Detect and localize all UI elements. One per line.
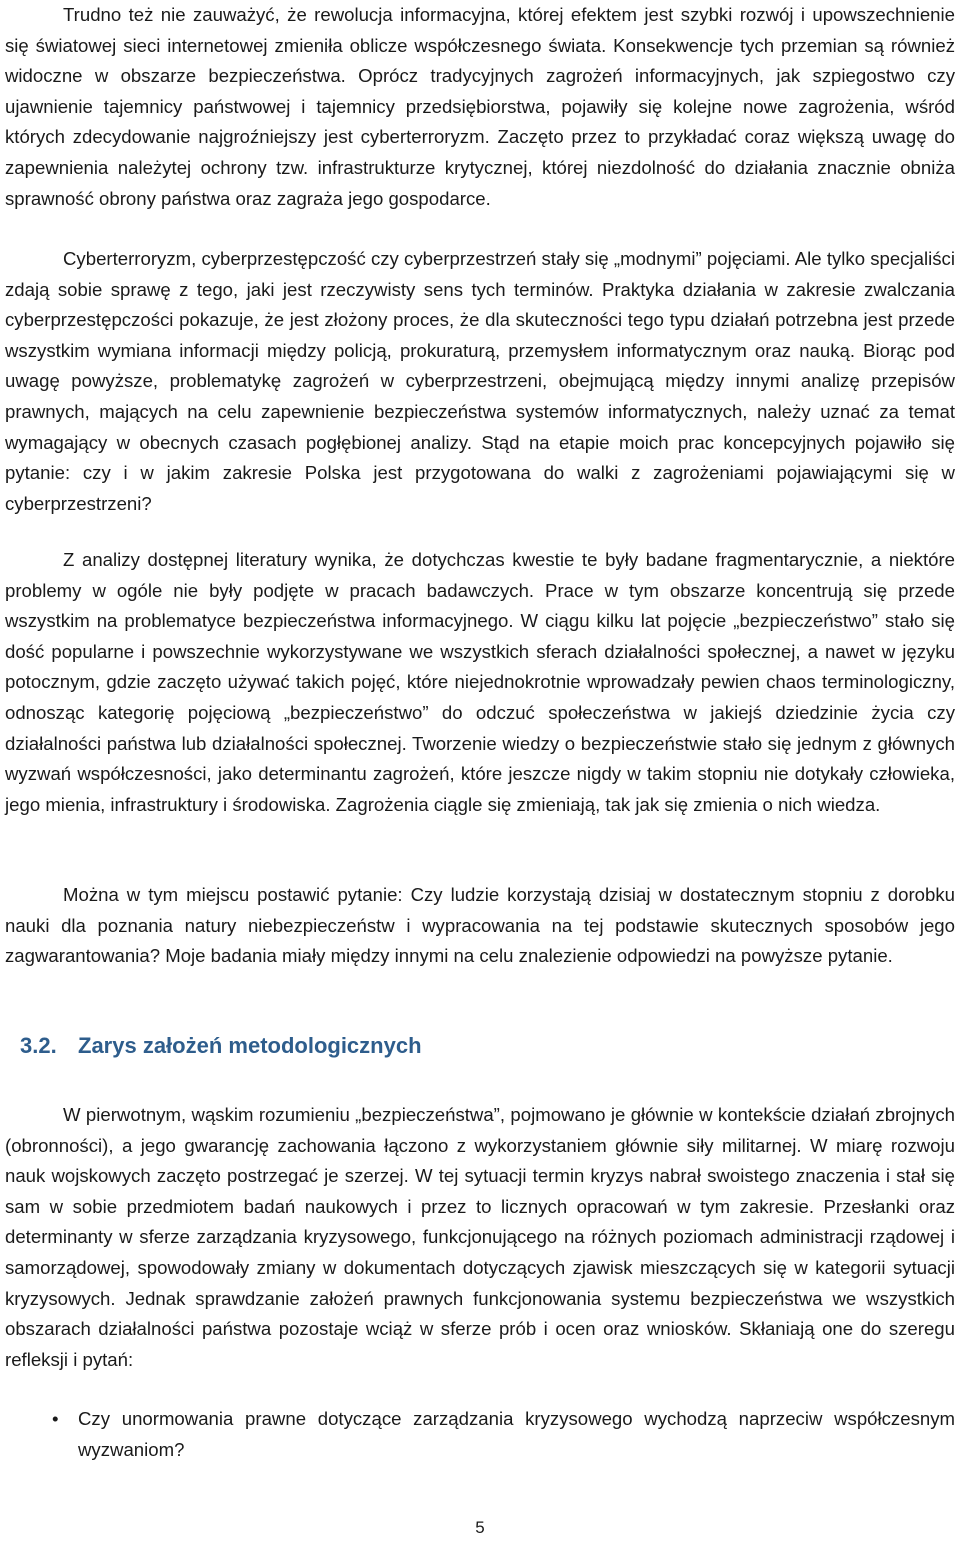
body-paragraph: Cyberterroryzm, cyberprzestępczość czy cyberprzestrzeń stały się „modnymi” pojęciami. Ale tylko specjaliści zdają sobie sprawę z tego, jaki jest rzeczywisty sens tych terminów. Praktyka działania w zakresie zwalczania cyberprzestępczości pokazuje, że jest złożony proces, że dla skuteczności tego typu działań potrzebna jest przede wszystkim wymiana informacji między policją, prokuraturą, przemysłem informatycznym oraz nauką. Biorąc pod uwagę powyższe, problematykę zagrożeń w cyberprzestrzeni, obejmującą między innymi analizę przepisów prawnych, mających na celu zapewnienie bezpieczeństwa systemów informatycznych, należy uznać za temat wymagający w obecnych czasach pogłębionej analizy. Stąd na etapie moich prac koncepcyjnych pojawiło się pytanie: czy i w jakim zakresie Polska jest przygotowana do walki z zagrożeniami pojawiającymi się w cyberprzestrzeni? [5,248,955,514]
body-paragraph: Z analizy dostępnej literatury wynika, że dotychczas kwestie te były badane fragmentarycznie, a niektóre problemy w ogóle nie były podjęte w pracach badawczych. Prace w tym obszarze koncentrują się przede wszystkim na problematyce bezpieczeństwa informacyjnego. W ciągu kilku lat pojęcie „bezpieczeństwo” stało się dość popularne i powszechnie wykorzystywane we wszystkich sferach działalności społecznej, a nawet w języku potocznym, gdzie zaczęto używać takich pojęć, które niejednokrotnie wprowadzały pewien chaos terminologiczny, odnosząc kategorię pojęciową „bezpieczeństwo” do odczuć społeczeństwa w jakiejś dziedzinie życia czy działalności państwa lub działalności społecznej. Tworzenie wiedzy o bezpieczeństwie stało się jednym z głównych wyzwań współczesności, jako determinantu zagrożeń, które jeszcze nigdy w takim stopniu nie dotykały człowieka, jego mienia, infrastruktury i środowiska. Zagrożenia ciągle się zmieniają, tak jak się zmienia o nich wiedza. [5,549,955,815]
body-paragraph: Trudno też nie zauważyć, że rewolucja informacyjna, której efektem jest szybki rozwój i upowszechnienie się światowej sieci internetowej zmieniła oblicze współczesnego świata. Konsekwencje tych przemian są również widoczne w obszarze bezpieczeństwa. Oprócz tradycyjnych zagrożeń informacyjnych, jak szpiegostwo czy ujawnienie tajemnicy państwowej i tajemnicy przedsiębiorstwa, pojawiły się kolejne nowe zagrożenia, wśród których zdecydowanie najgroźniejszy jest cyberterroryzm. Zaczęto przez to przykładać coraz większą uwagę do zapewnienia należytej ochrony tzw. infrastrukturze krytycznej, której niezdolność do działania znacznie obniża sprawność obrony państwa oraz zagraża jego gospodarce. [5,4,955,209]
body-paragraph: Można w tym miejscu postawić pytanie: Czy ludzie korzystają dzisiaj w dostatecznym stopniu z dorobku nauki dla poznania natury niebezpieczeństw i wypracowania na tej podstawie skutecznych sposobów jego zagwarantowania? Moje badania miały między innymi na celu znalezienie odpowiedzi na powyższe pytanie. [5,884,955,967]
section-number: 3.2. [20,1033,57,1058]
section-paragraph: W pierwotnym, wąskim rozumieniu „bezpieczeństwa”, pojmowano je głównie w kontekście działań zbrojnych (obronności), a jego gwarancję zachowania łączono z wykorzystaniem głównie siły militarnej. W miarę rozwoju nauk wojskowych zaczęto postrzegać je szerzej. W tej sytuacji termin kryzys nabrał swoistego znaczenia i stał się sam w sobie przedmiotem badań naukowych i przez to licznych opracowań w tym zakresie. Przesłanki oraz determinanty w sferze zarządzania kryzysowego, funkcjonującego na różnych poziomach administracji rządowej i samorządowej, spowodowały zmiany w dokumentach dotyczących zjawisk mieszczących się w kategorii sytuacji kryzysowych. Jednak sprawdzanie założeń prawnych funkcjonowania systemu bezpieczeństwa we wszystkich obszarach działalności państwa pozostaje wciąż w sferze prób i ocen oraz wniosków. Skłaniają one do szeregu refleksji i pytań: [5,1104,955,1370]
bullet-text: Czy unormowania prawne dotyczące zarządzania kryzysowego wychodzą naprzeciw współczesnym wyzwaniom? [78,1408,955,1460]
section-title: Zarys założeń metodologicznych [78,1033,422,1058]
bullet-icon: • [52,1408,59,1429]
section-heading [20,1033,422,1059]
bullet-list-item [5,1404,955,1465]
page-number: 5 [475,1518,485,1537]
